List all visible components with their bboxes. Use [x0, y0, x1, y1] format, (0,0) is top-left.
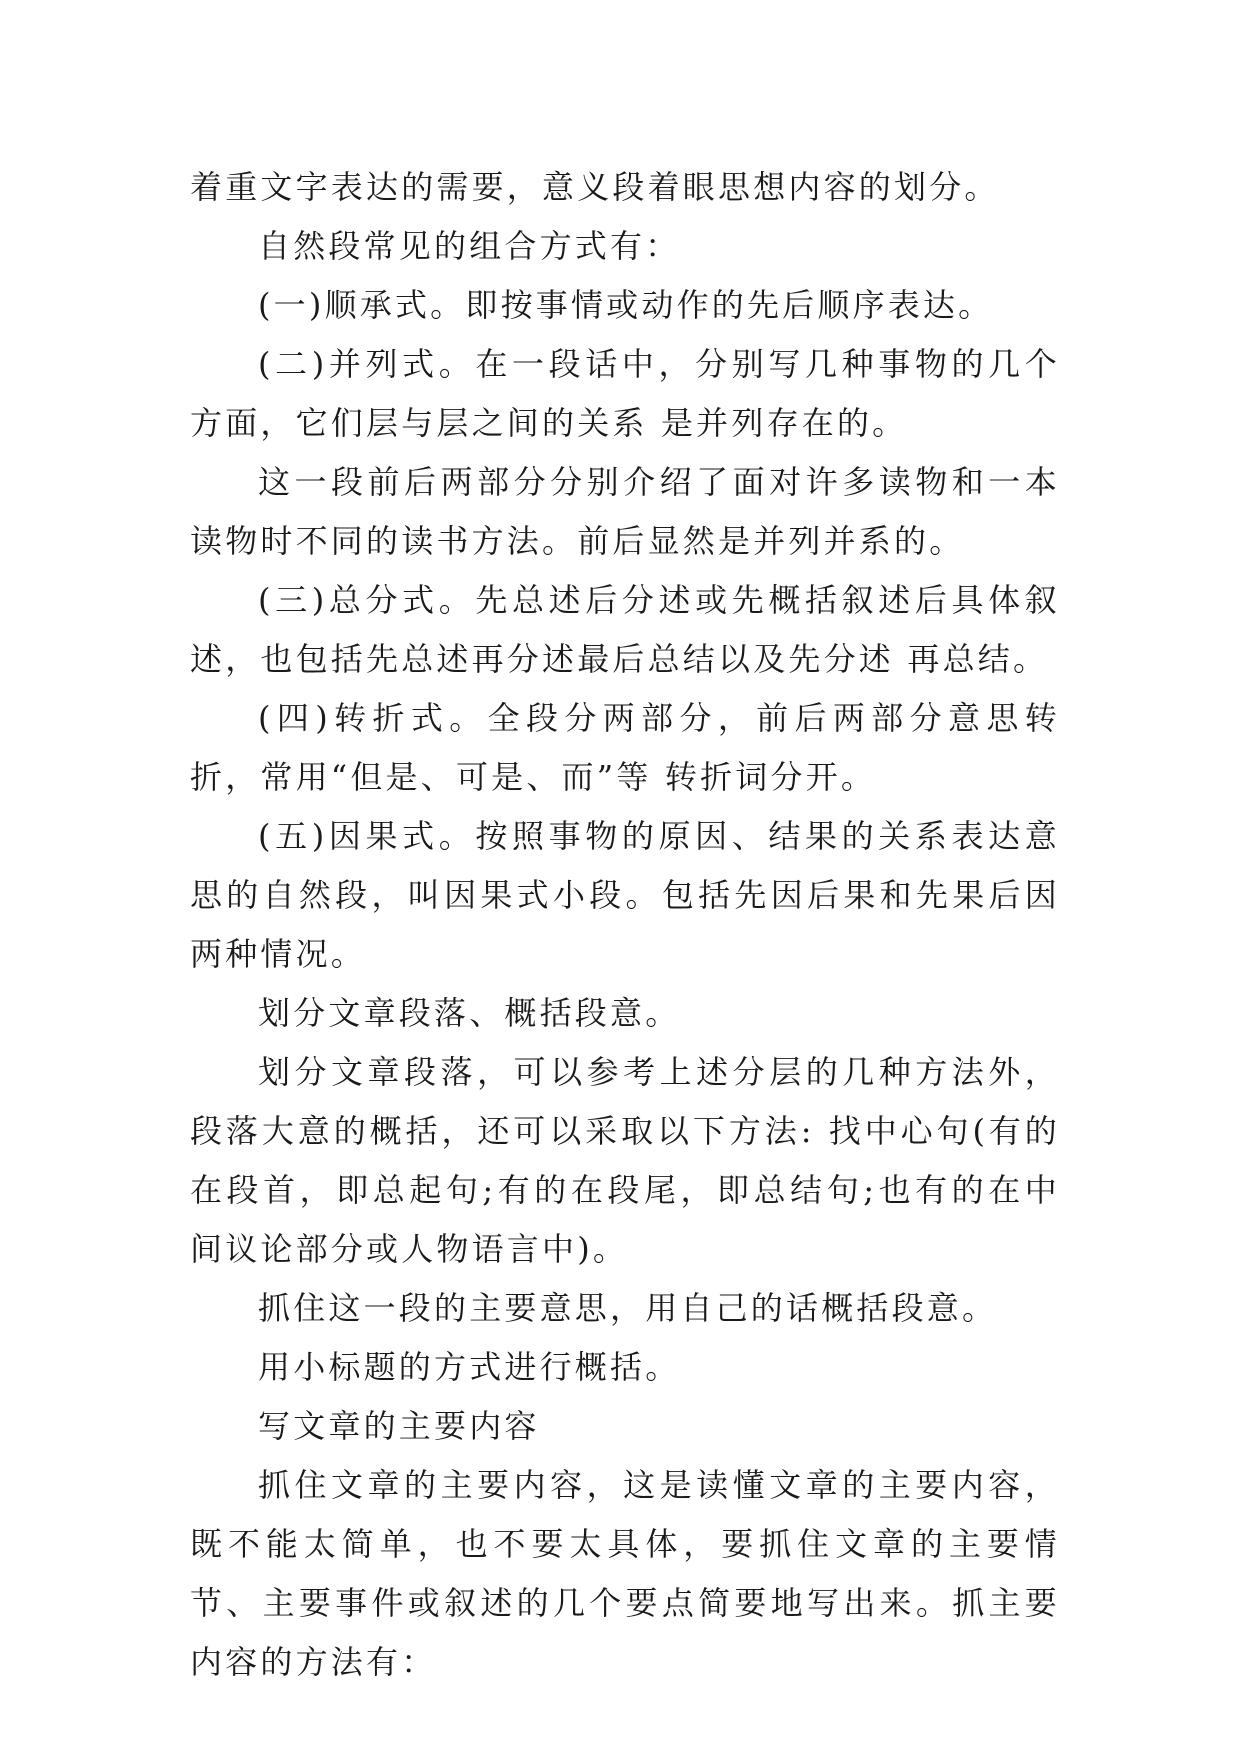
paragraph-5: 这一段前后两部分分别介绍了面对许多读物和一本读物时不同的读书方法。前后显然是并列并系的。 [190, 463, 1060, 560]
paragraph-11: 抓住这一段的主要意思，用自己的话概括段意。 [258, 1289, 998, 1327]
paragraph-12: 用小标题的方式进行概括。 [258, 1348, 681, 1386]
paragraph-7: (四)转折式。全段分两部分，前后两部分意思转折，常用“但是、可是、而”等 转折词分开。 [190, 699, 1060, 796]
paragraph-13: 写文章的主要内容 [258, 1407, 540, 1445]
paragraph-2: 自然段常见的组合方式有： [258, 227, 681, 265]
paragraph-4: (二)并列式。在一段话中，分别写几种事物的几个方面，它们层与层之间的关系 是并列存在的。 [190, 345, 1060, 442]
paragraph-3: (一)顺承式。即按事情或动作的先后顺序表达。 [258, 286, 994, 324]
paragraph-8: (五)因果式。按照事物的原因、结果的关系表达意思的自然段，叫因果式小段。包括先因后果和先果后因两种情况。 [190, 817, 1060, 973]
paragraph-14: 抓住文章的主要内容，这是读懂文章的主要内容，既不能太简单，也不要太具体，要抓住文章的主要情节、主要事件或叙述的几个要点简要地写出来。抓主要内容的方法有： [190, 1466, 1060, 1681]
paragraph-10: 划分文章段落，可以参考上述分层的几种方法外，段落大意的概括，还可以采取以下方法: 找中心句(有的在段首，即总起句;有的在段尾，即总结句;也有的在中间议论部分或人物语言中)。 [190, 1053, 1060, 1268]
paragraph-6: (三)总分式。先总述后分述或先概括叙述后具体叙述，也包括先总述再分述最后总结以及先分述 再总结。 [190, 581, 1060, 678]
document-body [190, 158, 1060, 1692]
paragraph-9: 划分文章段落、概括段意。 [258, 994, 681, 1032]
paragraph-1: 着重文字表达的需要，意义段着眼思想内容的划分。 [190, 168, 1000, 206]
